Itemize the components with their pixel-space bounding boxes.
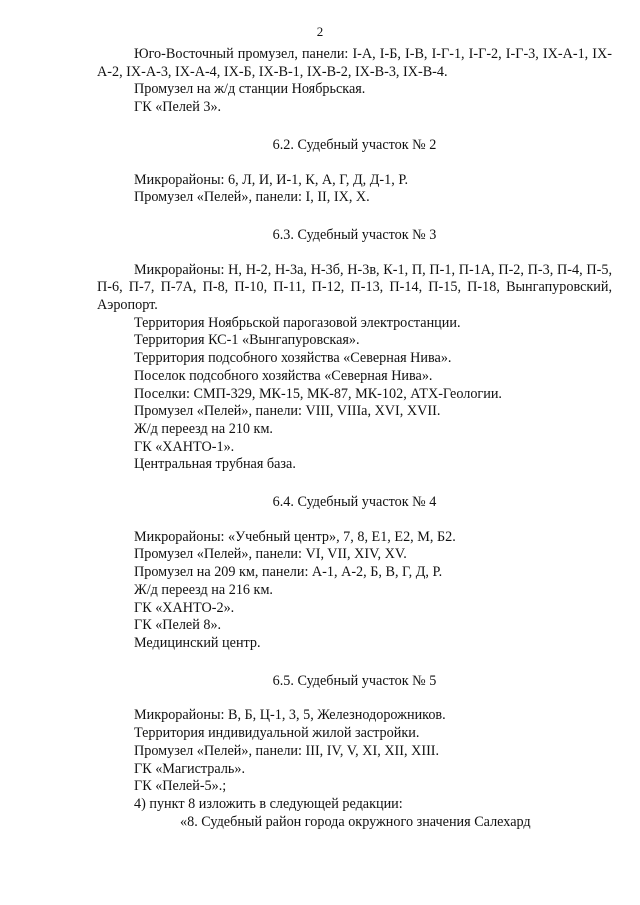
section-heading-6-5: 6.5. Судебный участок № 5 <box>272 672 437 689</box>
section-heading-6-2: 6.2. Судебный участок № 2 <box>272 136 437 153</box>
paragraph: Поселки: СМП-329, МК-15, МК-87, МК-102, АТХ-Геологии. <box>134 385 502 402</box>
paragraph: 4) пункт 8 изложить в следующей редакции: <box>134 795 403 812</box>
paragraph: Промузел на 209 км, панели: А-1, А-2, Б, В, Г, Д, Р. <box>134 564 443 581</box>
paragraph: Медицинский центр. <box>134 634 261 651</box>
paragraph: Промузел «Пелей», панели: I, II, IX, X. <box>134 189 370 206</box>
paragraph: Поселок подсобного хозяйства «Северная Нива». <box>134 367 433 384</box>
paragraph: Микрорайоны: В, Б, Ц-1, 3, 5, Железнодорожников. <box>134 707 446 724</box>
paragraph: Территория КС-1 «Вынгапуровская». <box>134 332 360 349</box>
paragraph: ГК «Пелей-5».; <box>134 778 227 795</box>
section-heading-6-3: 6.3. Судебный участок № 3 <box>272 226 437 243</box>
paragraph: Центральная трубная база. <box>134 456 296 473</box>
document-body <box>97 46 612 831</box>
paragraph: ГК «Пелей 3». <box>134 99 222 116</box>
paragraph: Юго-Восточный промузел, панели: I-А, I-Б, I-В, I-Г-1, I-Г-2, I-Г-3, IX-А-1, IX-А-2, IX-А-3, IX-А-4, IX-Б, IX-В-1, IX-В-2, IX-В-3, IX-В-4. <box>97 46 612 80</box>
paragraph: Ж/д переезд на 210 км. <box>134 420 273 437</box>
section-6-3 <box>97 262 612 474</box>
paragraph: ГК «Пелей 8». <box>134 617 222 634</box>
paragraph: Территория подсобного хозяйства «Северная Нива». <box>134 350 452 367</box>
paragraph: Территория индивидуальной жилой застройки. <box>134 725 420 742</box>
paragraph: Промузел «Пелей», панели: VI, VII, XIV, XV. <box>134 546 407 563</box>
quoted-paragraph: «8. Судебный район города окружного значения Салехард <box>180 813 531 830</box>
section-6-4 <box>97 529 612 653</box>
section-6-2 <box>97 172 612 207</box>
paragraph: Микрорайоны: «Учебный центр», 7, 8, Е1, Е2, М, Б2. <box>134 528 456 545</box>
paragraph: ГК «ХАНТО-1». <box>134 438 235 455</box>
paragraph: Промузел на ж/д станции Ноябрьская. <box>134 81 366 98</box>
paragraph: Ж/д переезд на 216 км. <box>134 581 273 598</box>
paragraph: Микрорайоны: Н, Н-2, Н-3а, Н-3б, Н-3в, К-1, П, П-1, П-1А, П-2, П-3, П-4, П-5, П-6, П-7, П-7А, П-8, П-10, П-11, П-12, П-13, П-14, П-15, П-18, Вынгапуровский, Аэропорт. <box>97 261 612 314</box>
paragraph: Территория Ноябрьской парогазовой электростанции. <box>134 314 461 331</box>
paragraph: Промузел «Пелей», панели: VIII, VIIIа, XVI, XVII. <box>134 403 441 420</box>
section-heading-6-4: 6.4. Судебный участок № 4 <box>272 494 437 511</box>
section-6-1-continued <box>97 46 612 117</box>
paragraph: Промузел «Пелей», панели: III, IV, V, XI, XII, XIII. <box>134 742 440 759</box>
paragraph: Микрорайоны: 6, Л, И, И-1, К, А, Г, Д, Д-1, Р. <box>134 171 408 188</box>
section-6-5 <box>97 707 612 831</box>
paragraph: ГК «Магистраль». <box>134 760 246 777</box>
page-number: 2 <box>316 24 324 39</box>
paragraph: ГК «ХАНТО-2». <box>134 599 235 616</box>
